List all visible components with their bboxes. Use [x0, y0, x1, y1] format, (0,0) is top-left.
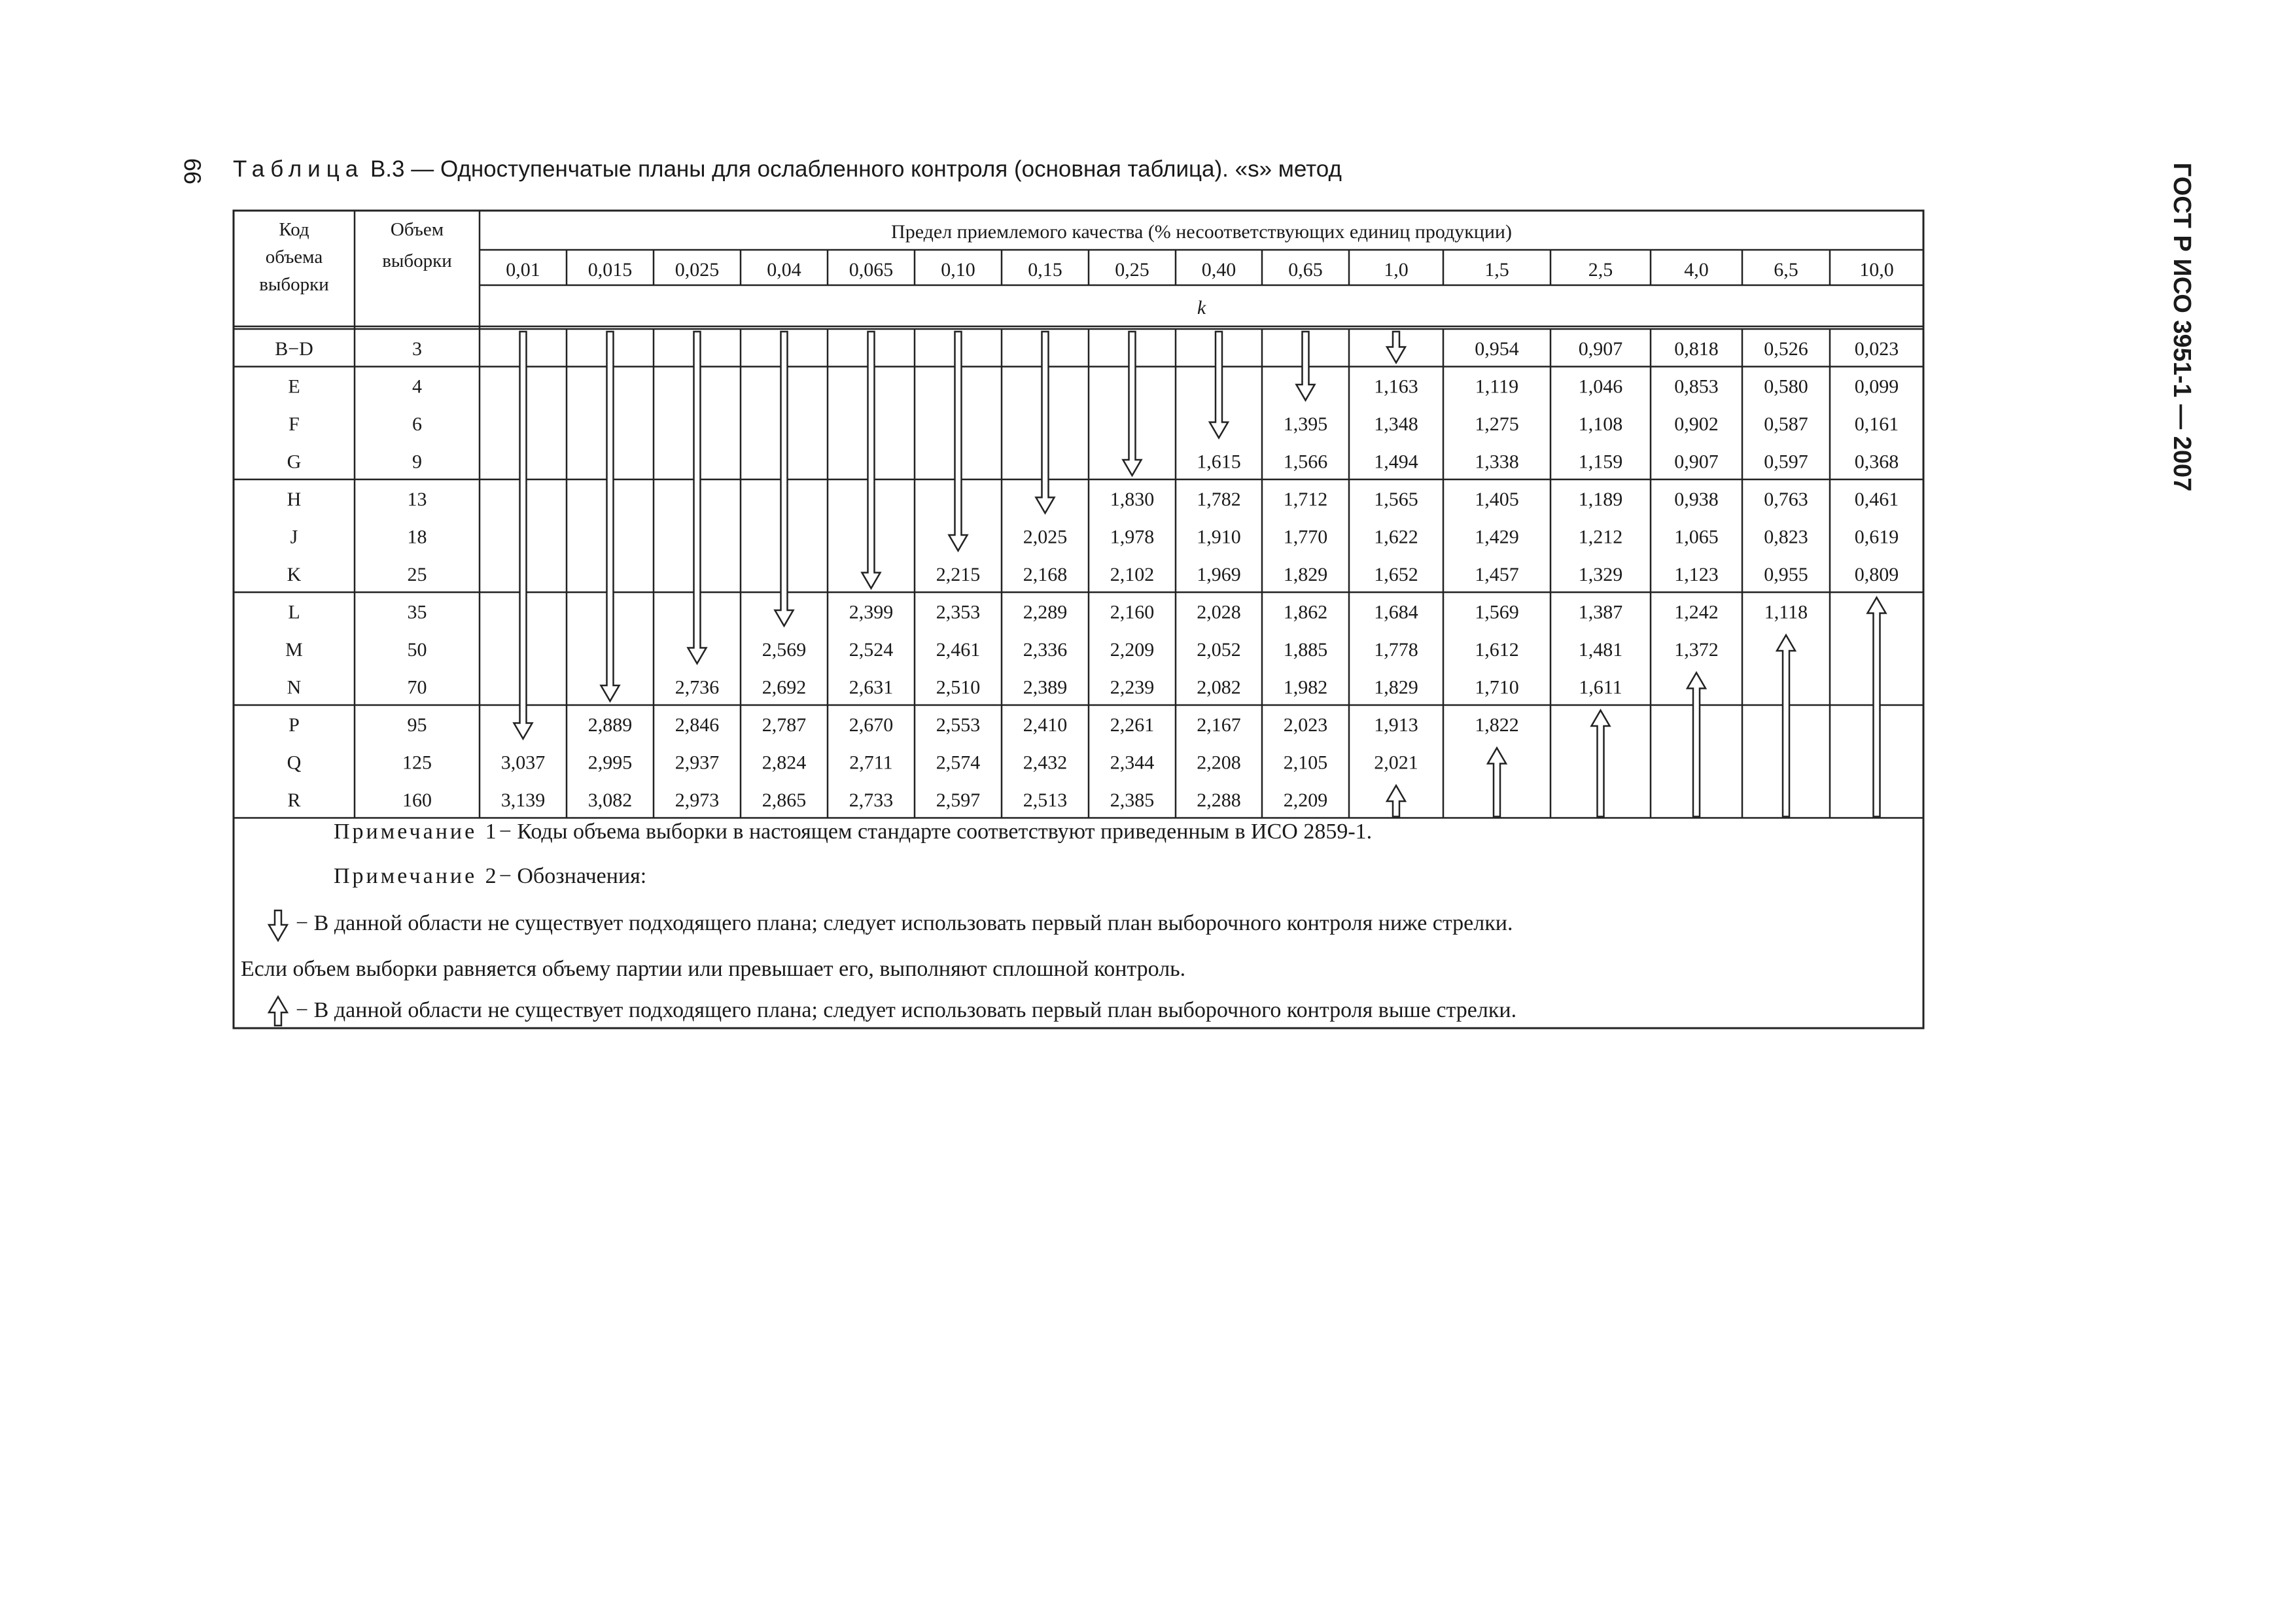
k-value-cell: 2,524 — [849, 638, 894, 661]
down-arrow — [1210, 332, 1228, 438]
k-value-cell: 0,853 — [1674, 375, 1719, 398]
k-value-cell: 1,652 — [1374, 563, 1418, 585]
k-value-cell: 2,711 — [849, 752, 893, 774]
k-value-cell: 3,037 — [500, 752, 546, 774]
k-value-cell: 0,587 — [1764, 413, 1808, 435]
standard-code: ГОСТ Р ИСО 3951-1 — 2007 — [2168, 162, 2196, 492]
k-value-cell: 1,569 — [1475, 601, 1519, 623]
k-value-cell: 1,910 — [1197, 526, 1241, 548]
up-arrow — [1777, 635, 1795, 817]
k-value-cell: 1,065 — [1674, 526, 1719, 548]
aql-column-header: 0,01 — [506, 259, 540, 281]
k-value-cell: 1,481 — [1578, 638, 1623, 661]
k-value-cell: 1,429 — [1475, 526, 1519, 548]
k-value-cell: 2,510 — [936, 676, 981, 699]
k-value-cell: 1,778 — [1374, 638, 1418, 661]
aql-column-header: 0,65 — [1288, 259, 1323, 281]
header-code-label: объема — [265, 247, 323, 268]
k-value-cell: 0,818 — [1674, 337, 1719, 360]
header-code-label: Код — [279, 219, 309, 240]
aql-column-header: 0,015 — [587, 259, 633, 281]
aql-column-header: 0,25 — [1115, 259, 1149, 281]
sample-code-cell: E — [288, 375, 300, 398]
k-value-cell: 0,809 — [1854, 563, 1899, 585]
header-code-label: выборки — [259, 274, 329, 295]
aql-column-header: 10,0 — [1859, 259, 1894, 281]
k-value-cell: 2,239 — [1110, 676, 1155, 699]
down-arrow — [1036, 332, 1055, 513]
k-value-cell: 2,023 — [1283, 714, 1328, 736]
down-arrow — [862, 332, 881, 589]
aql-column-header: 0,40 — [1201, 259, 1236, 281]
k-value-cell: 2,432 — [1023, 752, 1068, 774]
k-value-cell: 1,978 — [1110, 526, 1155, 548]
sample-code-cell: N — [287, 676, 302, 699]
header-k-label: k — [1197, 297, 1206, 319]
k-value-cell: 1,387 — [1578, 601, 1623, 623]
k-value-cell: 0,907 — [1578, 337, 1623, 360]
k-value-cell: 2,336 — [1023, 638, 1068, 661]
k-value-cell: 1,565 — [1374, 488, 1418, 510]
caption-label: Таблица — [233, 156, 364, 182]
down-arrow — [601, 332, 620, 701]
k-value-cell: 0,619 — [1854, 526, 1899, 548]
k-value-cell: 2,553 — [936, 714, 981, 736]
k-value-cell: 1,119 — [1475, 375, 1519, 398]
k-value-cell: 2,385 — [1110, 789, 1155, 811]
up-arrow — [1488, 748, 1506, 817]
k-value-cell: 0,938 — [1674, 488, 1719, 510]
legend-sample-text: Если объем выборки равняется объему партии или превышает его, выполняют сплошной контроль. — [241, 957, 1186, 981]
k-value-cell: 0,902 — [1674, 413, 1719, 435]
sample-size-cell: 125 — [402, 752, 432, 774]
sample-size-cell: 4 — [412, 375, 422, 398]
k-value-cell: 3,139 — [500, 789, 546, 811]
sample-size-cell: 25 — [407, 563, 427, 585]
aql-column-header: 0,04 — [767, 259, 801, 281]
k-value-cell: 1,212 — [1578, 526, 1623, 548]
k-value-cell: 0,461 — [1854, 488, 1899, 510]
aql-column-header: 0,10 — [941, 259, 975, 281]
k-value-cell: 1,494 — [1374, 451, 1418, 473]
header-size-label: выборки — [382, 251, 452, 271]
k-value-cell: 2,261 — [1110, 714, 1155, 736]
k-value-cell: 2,574 — [936, 752, 981, 774]
sample-size-cell: 9 — [412, 451, 422, 473]
k-value-cell: 1,612 — [1475, 638, 1519, 661]
k-value-cell: 0,597 — [1764, 451, 1808, 473]
header-size-label: Объем — [390, 219, 444, 240]
k-value-cell: 1,189 — [1578, 488, 1623, 510]
k-value-cell: 2,995 — [587, 752, 633, 774]
sample-size-cell: 18 — [407, 526, 427, 548]
k-value-cell: 2,399 — [849, 601, 894, 623]
sample-code-cell: P — [289, 714, 300, 736]
k-value-cell: 1,046 — [1578, 375, 1623, 398]
down-arrow — [949, 332, 968, 551]
down-arrow — [688, 332, 707, 664]
legend-down-text: − В данной области не существует подходящего плана; следует использовать первый план выборочного контроля ниже стрелки. — [296, 911, 1513, 935]
sample-code-cell: Q — [287, 752, 302, 774]
k-value-cell: 2,288 — [1197, 789, 1241, 811]
aql-column-header: 0,15 — [1028, 259, 1062, 281]
k-value-cell: 1,885 — [1283, 638, 1328, 661]
k-value-cell: 2,289 — [1023, 601, 1068, 623]
up-arrow — [1868, 598, 1886, 817]
k-value-cell: 2,160 — [1110, 601, 1155, 623]
k-value-cell: 2,513 — [1023, 789, 1068, 811]
aql-column-header: 1,0 — [1384, 259, 1409, 281]
sample-code-cell: R — [287, 789, 301, 811]
k-value-cell: 1,163 — [1374, 375, 1418, 398]
sample-size-cell: 3 — [412, 337, 422, 360]
k-value-cell: 2,209 — [1283, 789, 1328, 811]
k-value-cell: 2,889 — [587, 714, 633, 736]
aql-column-header: 0,025 — [674, 259, 720, 281]
sample-size-cell: 160 — [402, 789, 432, 811]
k-value-cell: 0,955 — [1764, 563, 1808, 585]
k-value-cell: 2,028 — [1197, 601, 1241, 623]
sample-code-cell: L — [288, 601, 300, 623]
k-value-cell: 0,580 — [1764, 375, 1808, 398]
k-value-cell: 2,208 — [1197, 752, 1241, 774]
sample-size-cell: 50 — [407, 638, 427, 661]
k-value-cell: 2,167 — [1197, 714, 1241, 736]
down-arrow — [514, 332, 533, 739]
caption-text: В.3 — Одноступенчатые планы для ослабленного контроля (основная таблица). «s» метод — [364, 156, 1342, 182]
k-value-cell: 2,736 — [674, 676, 720, 699]
k-value-cell: 0,763 — [1764, 488, 1808, 510]
k-value-cell: 2,389 — [1023, 676, 1068, 699]
k-value-cell: 0,161 — [1854, 413, 1899, 435]
k-value-cell: 1,123 — [1674, 563, 1719, 585]
k-value-cell: 1,782 — [1197, 488, 1241, 510]
k-value-cell: 2,670 — [849, 714, 894, 736]
sample-size-cell: 35 — [407, 601, 427, 623]
k-value-cell: 1,712 — [1283, 488, 1328, 510]
sample-code-cell: K — [287, 563, 302, 585]
k-value-cell: 0,526 — [1764, 337, 1808, 360]
k-value-cell: 2,353 — [936, 601, 981, 623]
k-value-cell: 2,846 — [674, 714, 720, 736]
k-value-cell: 1,770 — [1283, 526, 1328, 548]
legend-down-arrow-icon — [269, 910, 287, 941]
k-value-cell: 1,822 — [1475, 714, 1519, 736]
k-value-cell: 2,733 — [849, 789, 894, 811]
k-value-cell: 2,168 — [1023, 563, 1068, 585]
k-value-cell: 1,275 — [1475, 413, 1519, 435]
k-value-cell: 1,684 — [1374, 601, 1418, 623]
k-value-cell: 2,824 — [762, 752, 807, 774]
k-value-cell: 1,982 — [1283, 676, 1328, 699]
k-value-cell: 2,937 — [674, 752, 720, 774]
sample-code-cell: J — [290, 526, 298, 548]
aql-column-header: 2,5 — [1588, 259, 1613, 281]
sample-code-cell: F — [289, 413, 300, 435]
sample-code-cell: M — [285, 638, 303, 661]
k-value-cell: 1,348 — [1374, 413, 1418, 435]
k-value-cell: 2,209 — [1110, 638, 1155, 661]
k-value-cell: 0,907 — [1674, 451, 1719, 473]
k-value-cell: 2,787 — [762, 714, 807, 736]
k-value-cell: 2,461 — [936, 638, 981, 661]
k-value-cell: 0,023 — [1854, 337, 1899, 360]
k-value-cell: 0,823 — [1764, 526, 1808, 548]
k-value-cell: 1,566 — [1283, 451, 1328, 473]
aql-column-header: 4,0 — [1684, 259, 1709, 281]
note-2: Примечание 2− Обозначения: — [334, 864, 647, 888]
k-value-cell: 2,692 — [762, 676, 807, 699]
page-number: 99 — [179, 158, 206, 185]
k-value-cell: 1,829 — [1374, 676, 1418, 699]
k-value-cell: 2,569 — [762, 638, 807, 661]
k-value-cell: 1,710 — [1475, 676, 1519, 699]
k-value-cell: 1,159 — [1578, 451, 1623, 473]
k-value-cell: 1,611 — [1579, 676, 1622, 699]
k-value-cell: 2,102 — [1110, 563, 1155, 585]
note-1: Примечание 1− Коды объема выборки в настоящем стандарте соответствуют приведенным в ИСО 2859-1. — [334, 820, 1373, 844]
k-value-cell: 0,099 — [1854, 375, 1899, 398]
k-value-cell: 1,969 — [1197, 563, 1241, 585]
sample-code-cell: H — [287, 488, 302, 510]
k-value-cell: 1,242 — [1674, 601, 1719, 623]
aql-column-header: 6,5 — [1774, 259, 1798, 281]
legend-up-text: − В данной области не существует подходящего плана; следует использовать первый план выборочного контроля выше стрелки. — [296, 998, 1517, 1022]
k-value-cell: 1,622 — [1374, 526, 1418, 548]
k-value-cell: 1,830 — [1110, 488, 1155, 510]
k-value-cell: 1,457 — [1475, 563, 1519, 585]
up-arrow — [1592, 710, 1610, 817]
sample-size-cell: 6 — [412, 413, 422, 435]
k-value-cell: 1,329 — [1578, 563, 1623, 585]
table-frame — [234, 211, 1923, 1028]
k-value-cell: 1,395 — [1283, 413, 1328, 435]
k-value-cell: 2,082 — [1197, 676, 1241, 699]
aql-column-header: 0,065 — [849, 259, 894, 281]
k-value-cell: 1,615 — [1197, 451, 1241, 473]
sample-size-cell: 70 — [407, 676, 427, 699]
k-value-cell: 1,405 — [1475, 488, 1519, 510]
k-value-cell: 1,913 — [1374, 714, 1418, 736]
up-arrow — [1687, 673, 1706, 817]
up-arrow — [1387, 786, 1405, 817]
k-value-cell: 2,973 — [674, 789, 720, 811]
k-value-cell: 2,410 — [1023, 714, 1068, 736]
k-value-cell: 2,631 — [849, 676, 894, 699]
k-value-cell: 1,118 — [1764, 601, 1808, 623]
k-value-cell: 2,021 — [1374, 752, 1418, 774]
k-value-cell: 1,862 — [1283, 601, 1328, 623]
k-value-cell: 2,597 — [936, 789, 981, 811]
k-value-cell: 2,344 — [1110, 752, 1155, 774]
header-aql-label: Предел приемлемого качества (% несоответствующих единиц продукции) — [891, 221, 1512, 243]
sample-size-cell: 95 — [407, 714, 427, 736]
k-value-cell: 1,829 — [1283, 563, 1328, 585]
sample-code-cell: B−D — [275, 337, 313, 360]
down-arrow — [1123, 332, 1142, 475]
k-value-cell: 0,368 — [1854, 451, 1899, 473]
sample-code-cell: G — [287, 451, 302, 473]
k-value-cell: 2,025 — [1023, 526, 1068, 548]
k-value-cell: 0,954 — [1475, 337, 1519, 360]
k-value-cell: 1,372 — [1674, 638, 1719, 661]
down-arrow — [1387, 332, 1405, 363]
k-value-cell: 2,865 — [762, 789, 807, 811]
k-value-cell: 3,082 — [587, 789, 633, 811]
sample-size-cell: 13 — [407, 488, 427, 510]
k-value-cell: 1,338 — [1475, 451, 1519, 473]
k-value-cell: 1,108 — [1578, 413, 1623, 435]
k-value-cell: 2,215 — [936, 563, 981, 585]
legend-up-arrow-icon — [269, 997, 287, 1026]
k-value-cell: 2,105 — [1283, 752, 1328, 774]
k-value-cell: 2,052 — [1197, 638, 1241, 661]
aql-column-header: 1,5 — [1484, 259, 1509, 281]
